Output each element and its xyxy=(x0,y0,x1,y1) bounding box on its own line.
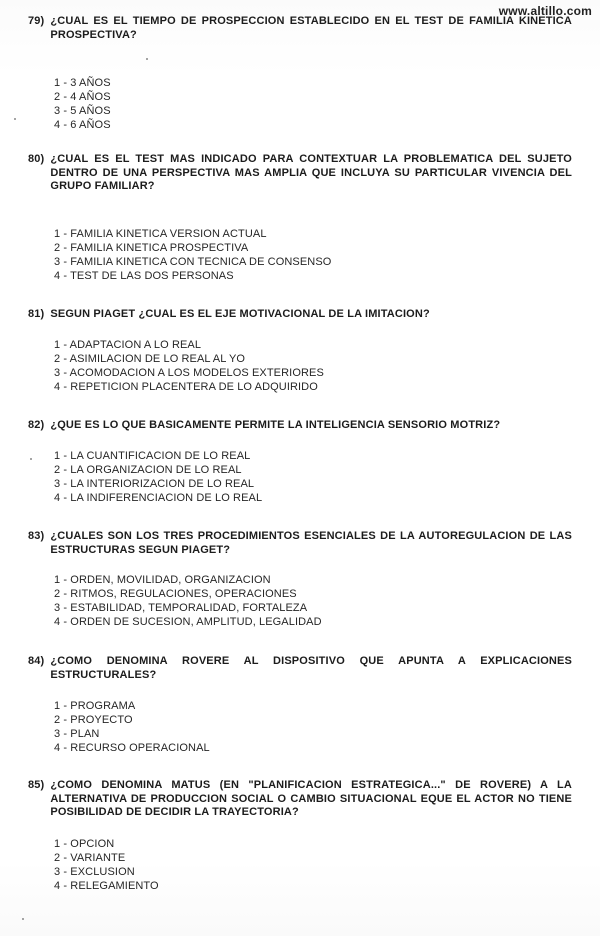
answer-option: 2 - 4 AÑOS xyxy=(54,91,111,103)
question-number: 84) xyxy=(28,655,45,667)
answer-option: 2 - PROYECTO xyxy=(54,714,133,726)
question-number: 81) xyxy=(28,308,45,320)
answer-options-81 xyxy=(54,338,324,394)
answer-option: 4 - REPETICION PLACENTERA DE LO ADQUIRIDO xyxy=(54,381,318,393)
answer-option: 1 - PROGRAMA xyxy=(54,700,136,712)
scan-speck xyxy=(22,918,24,920)
answer-option: 1 - LA CUANTIFICACION DE LO REAL xyxy=(54,450,251,462)
question-text: ¿QUE ES LO QUE BASICAMENTE PERMITE LA INTELIGENCIA SENSORIO MOTRIZ? xyxy=(50,419,501,431)
question-81 xyxy=(28,308,572,322)
answer-option: 3 - FAMILIA KINETICA CON TECNICA DE CONSENSO xyxy=(54,256,332,268)
answer-option: 2 - VARIANTE xyxy=(54,852,126,864)
answer-option: 3 - ESTABILIDAD, TEMPORALIDAD, FORTALEZA xyxy=(54,602,308,614)
answer-option: 3 - EXCLUSION xyxy=(54,866,135,878)
answer-option: 2 - FAMILIA KINETICA PROSPECTIVA xyxy=(54,242,249,254)
question-number: 80) xyxy=(28,153,45,165)
question-number: 85) xyxy=(28,779,45,791)
answer-option: 2 - LA ORGANIZACION DE LO REAL xyxy=(54,464,242,476)
answer-option: 3 - ACOMODACION A LOS MODELOS EXTERIORES xyxy=(54,367,324,379)
answer-options-82 xyxy=(54,449,262,505)
answer-option: 4 - RELEGAMIENTO xyxy=(54,880,159,892)
answer-option: 3 - LA INTERIORIZACION DE LO REAL xyxy=(54,478,255,490)
question-79 xyxy=(28,15,572,42)
answer-option: 3 - PLAN xyxy=(54,728,100,740)
question-number: 83) xyxy=(28,530,45,542)
answer-option: 4 - ORDEN DE SUCESION, AMPLITUD, LEGALIDAD xyxy=(54,616,322,628)
answer-option: 4 - 6 AÑOS xyxy=(54,119,111,131)
scan-speck xyxy=(14,118,16,120)
question-text: ¿CUALES SON LOS TRES PROCEDIMIENTOS ESENCIALES DE LA AUTOREGULACION DE LAS ESTRUCTURAS SEGUN PIAGET? xyxy=(50,530,572,556)
question-text: ¿CUAL ES EL TEST MAS INDICADO PARA CONTEXTUAR LA PROBLEMATICA DEL SUJETO DENTRO DE UNA PERSPECTIVA MAS AMPLIA QUE INCLUYA SU PARTICULAR VIVENCIA DEL GRUPO FAMILIAR? xyxy=(50,153,572,192)
question-84 xyxy=(28,655,572,682)
scan-speck xyxy=(146,58,148,60)
question-text: ¿COMO DENOMINA MATUS (EN "PLANIFICACION ESTRATEGICA..." DE ROVERE) A LA ALTERNATIVA DE PRODUCCION SOCIAL O CAMBIO SITUACIONAL EQUE EL ACTOR NO TIENE POSIBILIDAD DE DECIDIR LA TRAYECTORIA? xyxy=(50,779,572,818)
question-number: 79) xyxy=(28,15,45,27)
answer-option: 2 - ASIMILACION DE LO REAL AL YO xyxy=(54,353,246,365)
answer-option: 4 - RECURSO OPERACIONAL xyxy=(54,742,210,754)
answer-option: 1 - 3 AÑOS xyxy=(54,77,111,89)
answer-options-80 xyxy=(54,227,331,283)
answer-options-85 xyxy=(54,837,159,893)
scan-speck xyxy=(30,458,32,460)
answer-option: 1 - ORDEN, MOVILIDAD, ORGANIZACION xyxy=(54,574,271,586)
question-text: SEGUN PIAGET ¿CUAL ES EL EJE MOTIVACIONAL DE LA IMITACION? xyxy=(50,308,430,320)
answer-option: 4 - LA INDIFERENCIACION DE LO REAL xyxy=(54,492,263,504)
question-83 xyxy=(28,530,572,557)
question-85 xyxy=(28,779,572,820)
question-number: 82) xyxy=(28,419,45,431)
question-80 xyxy=(28,153,572,194)
question-text: ¿COMO DENOMINA ROVERE AL DISPOSITIVO QUE APUNTA A EXPLICACIONES ESTRUCTURALES? xyxy=(50,655,572,681)
answer-options-79 xyxy=(54,76,111,132)
watermark: www.altillo.com xyxy=(498,4,592,18)
answer-options-83 xyxy=(54,573,322,629)
answer-option: 2 - RITMOS, REGULACIONES, OPERACIONES xyxy=(54,588,297,600)
question-82 xyxy=(28,419,572,433)
answer-option: 3 - 5 AÑOS xyxy=(54,105,111,117)
question-text: ¿CUAL ES EL TIEMPO DE PROSPECCION ESTABLECIDO EN EL TEST DE FAMILIA KINETICA PROSPECTIVA? xyxy=(50,15,572,41)
answer-option: 1 - ADAPTACION A LO REAL xyxy=(54,339,202,351)
answer-option: 4 - TEST DE LAS DOS PERSONAS xyxy=(54,270,234,282)
answer-option: 1 - FAMILIA KINETICA VERSION ACTUAL xyxy=(54,228,267,240)
answer-option: 1 - OPCION xyxy=(54,838,115,850)
answer-options-84 xyxy=(54,699,210,755)
